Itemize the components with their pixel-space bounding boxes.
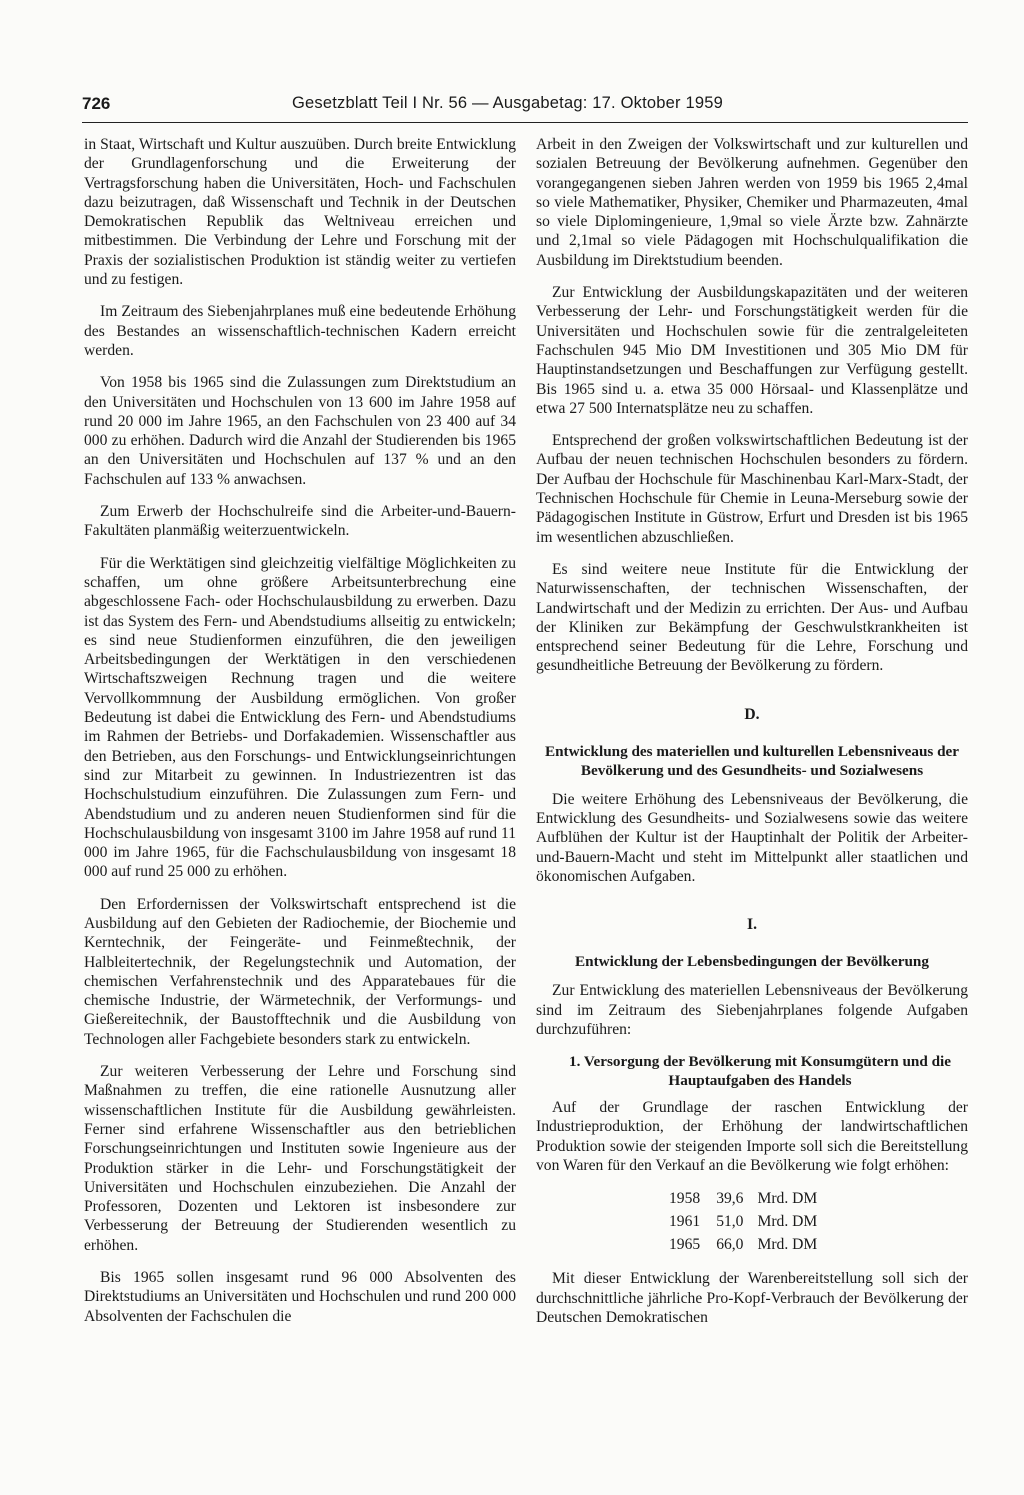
- unit-cell: Mrd. DM: [757, 1190, 818, 1208]
- subsection-heading: 1. Versorgung der Bevölkerung mit Konsumgütern und die Hauptaufgaben des Handels: [569, 1053, 951, 1090]
- paragraph: Zum Erwerb der Hochschulreife sind die Arbeiter-und-Bauern-Fakultäten planmäßig weiterzuentwickeln.: [84, 503, 516, 540]
- value-cell: 51,0: [716, 1213, 744, 1231]
- left-column: [84, 135, 516, 1339]
- paragraph: Auf der Grundlage der raschen Entwicklung der Industrieproduktion, der Erhöhung der landwirtschaftlichen Produktion sowie der steigenden Importe soll sich die Bereitstellung von Waren für den Verkauf an die Bevölkerung wie folgt erhöhen:: [536, 1099, 968, 1174]
- paragraph: Entsprechend der großen volkswirtschaftlichen Bedeutung ist der Aufbau der neuen technischen Hochschulen besonders zu fördern. Der Aufbau der Hochschule für Maschinenbau Karl-Marx-Stadt, der Technischen Hochschule für Chemie in Leuna-Merseburg sowie der Pädagogischen Institute in Güstrow, Erfurt und Dresden ist bis 1965 im wesentlichen abzuschließen.: [536, 432, 968, 546]
- paragraph: in Staat, Wirtschaft und Kultur auszuüben. Durch breite Entwicklung der Grundlagenforschung und die Erweiterung der Vertragsforschung haben die Universitäten, Hoch- und Fachschulen dazu beizutragen, daß Wissenschaft und Technik in der Deutschen Demokratischen Republik das Weltniveau erreichen und mitbestimmen. Die Verbindung der Lehre und Forschung mit der Praxis der sozialistischen Produktion ist ständig weiter zu vertiefen und zu festigen.: [84, 136, 516, 289]
- right-column: [536, 135, 968, 1340]
- paragraph: Arbeit in den Zweigen der Volkswirtschaft und zur kulturellen und sozialen Betreuung der Bevölkerung aufnehmen. Gegenüber den vorangegangenen sieben Jahren werden von 1959 bis 1965 2,4mal so viele Mathematiker, Physiker, Chemiker und Pharmazeuten, 4mal so viele Diplomingenieure, 1,9mal so viele Ärzte bzw. Zahnärzte und 2,1mal so viele Pädagogen mit Hochschulqualifikation die Ausbildung im Direktstudium beenden.: [536, 136, 968, 269]
- year-cell: 1965: [669, 1236, 701, 1254]
- unit-cell: Mrd. DM: [757, 1213, 818, 1231]
- paragraph: Den Erfordernissen der Volkswirtschaft entsprechend ist die Ausbildung auf den Gebieten der Radiochemie, der Biochemie und Kerntechnik, der Feingeräte- und Feinmeßtechnik, der Halbleitertechnik, der Regelungstechnik und Automation, der chemischen Verfahrenstechnik und des Apparatebaues für die chemische Industrie, der Wärmetechnik, der Verformungs- und Gießereitechnik, der Baustofftechnik und die Ausbildung von Technologen aller Fachgebiete besonders stark zu entwickeln.: [84, 895, 516, 1048]
- section-label: I.: [747, 916, 757, 934]
- paragraph: Es sind weitere neue Institute für die Entwicklung der Naturwissenschaften, der technischen Wissenschaften, der Landwirtschaft und der Medizin zu errichten. Der Aus- und Aufbau der Kliniken zur Bekämpfung der Geschwulstkrankheiten ist entsprechend seiner Bedeutung für die Lehre, Forschung und gesundheitliche Betreuung der Bevölkerung zu fördern.: [536, 560, 968, 675]
- table-row: [661, 1234, 825, 1257]
- paragraph: Mit dieser Entwicklung der Warenbereitstellung soll sich der durchschnittliche jährliche Pro-Kopf-Verbrauch der Bevölkerung der Deutschen Demokratischen: [536, 1270, 968, 1326]
- figures-table: [661, 1188, 825, 1257]
- paragraph: Für die Werktätigen sind gleichzeitig vielfältige Möglichkeiten zu schaffen, um ohne größere Arbeitsunterbrechung eine abgeschlossene Fach- oder Hochschulausbildung zu erwerben. Dazu ist das System des Fern- und Abendstudiums allseitig zu entwickeln; es sind neue Studienformen einzuführen, die den jeweiligen Arbeitsbedingungen der Werktätigen in den verschiedenen Wirtschaftszweigen Rechnung tragen und die weitere Vervollkommnung der Ausbildung ermöglichen. Von großer Bedeutung ist dabei die Entwicklung des Fern- und Abendstudiums im Rahmen der Betriebs- und Dorfakademien. Wissenschaftler aus den Betrieben, aus den Forschungs- und Entwicklungseinrichtungen sind zur Mitarbeit zu gewinnen. In Industriezentren ist das Hochschulstudium einzuführen. Die Zulassungen zum Fern- und Abendstudium und zu anderen neuen Studienformen sind für die Hochschulausbildung von insgesamt 3100 im Jahre 1958 auf rund 11 000 im Jahre 1965, für die Fachschulausbildung von insgesamt 18 000 auf rund 25 000 zu erhöhen.: [84, 554, 516, 881]
- table-row: [661, 1211, 825, 1234]
- paragraph: Bis 1965 sollen insgesamt rund 96 000 Absolventen des Direktstudiums an Universitäten und Hochschulen und rund 200 000 Absolventen der Fachschulen die: [84, 1269, 516, 1325]
- paragraph: Von 1958 bis 1965 sind die Zulassungen zum Direktstudium an den Universitäten und Hochschulen von 13 600 im Jahre 1958 auf rund 20 000 im Jahre 1965, an den Fachschulen von 23 400 auf 34 000 zu erhöhen. Dadurch wird die Anzahl der Studierenden bis 1965 an den Universitäten und Hochschulen auf 137 % und an den Fachschulen auf 133 % anwachsen.: [84, 374, 516, 488]
- unit-cell: Mrd. DM: [757, 1236, 818, 1254]
- year-cell: 1958: [669, 1190, 701, 1208]
- table-row: [661, 1188, 825, 1211]
- value-cell: 39,6: [716, 1190, 744, 1208]
- value-cell: 66,0: [716, 1236, 744, 1254]
- paragraph: Zur weiteren Verbesserung der Lehre und Forschung sind Maßnahmen zu treffen, die eine rationelle Ausnutzung aller wissenschaftlichen Institute für die Ausbildung gewährleisten. Ferner sind erfahrene Wissenschaftler aus den betrieblichen Forschungseinrichtungen und Instituten sowie Ingenieure aus der Produktion stärker in die Lehr- und Forschungstätigkeit der Universitäten und Hochschulen einzubeziehen. Die Anzahl der Professoren, Dozenten und Lektoren ist insbesondere zur Verbesserung der Betreuung der Studierenden wesentlich zu erhöhen.: [84, 1063, 516, 1254]
- page-number: 726: [82, 94, 111, 113]
- section-label: D.: [744, 705, 760, 723]
- running-head: Gesetzblatt Teil I Nr. 56 — Ausgabetag: 17. Oktober 1959: [292, 94, 723, 112]
- paragraph: Die weitere Erhöhung des Lebensniveaus der Bevölkerung, die Entwicklung des Gesundheits- und Sozialwesens sowie das weitere Aufblühen der Kultur ist der Hauptinhalt der Politik der Arbeiter-und-Bauern-Macht und steht im Mittelpunkt aller staatlichen und ökonomischen Aufgaben.: [536, 790, 968, 885]
- paragraph: Im Zeitraum des Siebenjahrplanes muß eine bedeutende Erhöhung des Bestandes an wissenschaftlich-technischen Kadern erreicht werden.: [84, 303, 516, 359]
- section-heading: Entwicklung der Lebensbedingungen der Bevölkerung: [575, 953, 929, 971]
- section-heading: Entwicklung des materiellen und kulturellen Lebensniveaus der Bevölkerung und des Gesundheits- und Sozialwesens: [544, 742, 960, 779]
- year-cell: 1961: [669, 1213, 701, 1231]
- page-header: [82, 92, 968, 123]
- paragraph: Zur Entwicklung der Ausbildungskapazitäten und der weiteren Verbesserung der Lehr- und Forschungstätigkeit werden für die Universitäten und Hochschulen sowie für die zentralgeleiteten Fachschulen 945 Mio DM Investitionen und 305 Mio DM für Hauptinstandsetzungen und Beschaffungen zur Verfügung gestellt. Bis 1965 sind u. a. etwa 35 000 Hörsaal- und Klassenplätze und etwa 27 500 Internatsplätze neu zu schaffen.: [536, 284, 968, 417]
- paragraph: Zur Entwicklung des materiellen Lebensniveaus der Bevölkerung sind im Zeitraum des Siebenjahrplanes folgende Aufgaben durchzuführen:: [536, 982, 968, 1038]
